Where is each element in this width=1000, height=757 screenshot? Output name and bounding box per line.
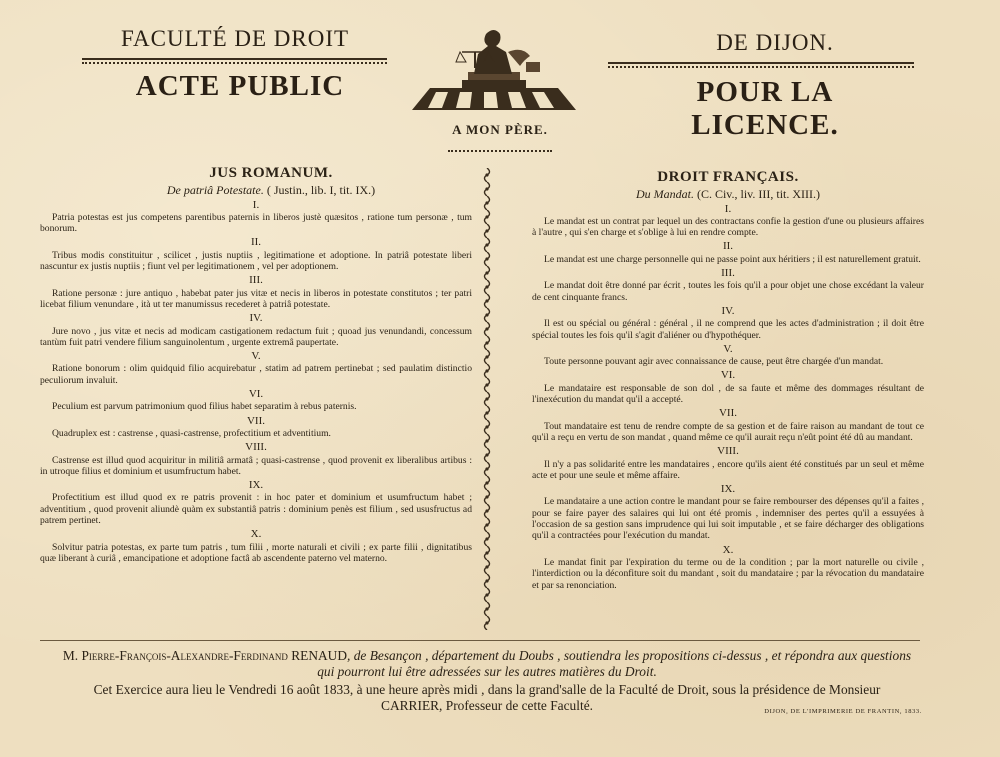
french-law-subtitle-italic: Du Mandat. bbox=[635, 187, 694, 202]
left-section-number: X. bbox=[250, 528, 262, 541]
left-section-number: VII. bbox=[246, 414, 266, 427]
right-section-text: Le mandat doit être donné par écrit , toutes les fois qu'il a pour objet une chose excédant la valeur de cent cinquante francs. bbox=[532, 280, 924, 303]
right-section-number: VIII. bbox=[717, 445, 739, 458]
roman-law-title: JUS ROMANUM. bbox=[209, 165, 333, 181]
footer-rule bbox=[40, 640, 920, 641]
right-section-number: III. bbox=[721, 267, 735, 280]
licence-title: POUR LA LICENCE. bbox=[691, 76, 839, 141]
city-heading: DE DIJON. bbox=[716, 30, 834, 55]
right-section-number: IX. bbox=[720, 483, 736, 496]
left-section-number: IX. bbox=[248, 479, 264, 492]
ornamental-divider bbox=[480, 168, 494, 630]
french-law-title: DROIT FRANÇAIS. bbox=[657, 169, 799, 185]
left-section-text: Profectitium est illud quod ex re patris provenit : in hoc pater et dominium et usumfructum habet ; adventitium , quod provenit aliundè quàm ex substantiâ patris : dominium penès est filium , sed ususfructus ad patrem pertinet. bbox=[40, 492, 472, 527]
exercise-date-line: Cet Exercice aura lieu le Vendredi 16 août 1833, à une heure après midi , dans la grand'salle de la Faculté de Droit, sous la présidence de Monsieur CARRIER, Professeur de cette Faculté. bbox=[93, 682, 881, 713]
left-section-number: II. bbox=[250, 236, 262, 249]
candidate-prefix: M. bbox=[62, 648, 82, 663]
left-section-text: Ratione bonorum : olim quidquid filio acquirebatur , statim ad patrem pertinebat ; sed paulatim distinctio peculiorum invaluit. bbox=[40, 363, 472, 386]
right-section-number: VI. bbox=[720, 369, 736, 382]
candidate-text: , de Besançon , département du Doubs , soutiendra les propositions ci-dessus , et répondra aux questions qui pourront lui être adressées sur les autres matières du Droit. bbox=[317, 648, 912, 679]
printer-imprint: DIJON, DE L'IMPRIMERIE DE FRANTIN, 1833. bbox=[764, 708, 922, 715]
candidate-name: Pierre-François-Alexandre-Ferdinand bbox=[81, 648, 288, 663]
left-section-number: VIII. bbox=[245, 441, 267, 454]
right-section-number: X. bbox=[722, 543, 734, 556]
french-law-column bbox=[532, 168, 924, 594]
left-section-number: I. bbox=[252, 198, 260, 211]
right-section-text: Le mandataire est responsable de son dol , de sa faute et même des dommages résultant de l'inexécution du mandat qu'il a accepté. bbox=[532, 382, 924, 406]
left-section-number: IV. bbox=[249, 312, 263, 325]
roman-law-subtitle-italic: De patriâ Potestate. bbox=[166, 183, 264, 198]
faculty-heading: FACULTÉ DE DROIT bbox=[120, 26, 350, 51]
left-section-number: III. bbox=[249, 274, 263, 287]
left-section-text: Jure novo , jus vitæ et necis ad modicam castigationem redactum fuit ; quoad jus venundandi, concessum tantùm fuit patri vendere filium sanguinolentum , urgente extremâ paupertate. bbox=[40, 325, 472, 348]
roman-law-column bbox=[40, 165, 472, 567]
right-section-text: Tout mandataire est tenu de rendre compte de sa gestion et de faire raison au mandant de tout ce qu'il a reçu en vertu de son mandat , quand même ce qu'il aurait reçu n'eût point été dû au mandant. bbox=[532, 420, 924, 443]
right-section-number: VII. bbox=[718, 407, 738, 420]
french-law-subtitle bbox=[532, 189, 924, 200]
rule-right-top bbox=[608, 62, 914, 64]
roman-law-sections bbox=[40, 200, 472, 565]
right-section-text: Le mandat finit par l'expiration du terme ou de la condition ; par la mort naturelle ou civile , l'interdiction ou la déconfiture soit du mandant , soit du mandataire ; par la révocation du mandataire et par sa renonciation. bbox=[532, 556, 924, 591]
left-section-number: V. bbox=[251, 350, 261, 363]
rule-right-dots bbox=[608, 66, 914, 68]
rule-left-top bbox=[82, 58, 387, 60]
left-section-text: Ratione personæ : jure antiquo , habebat pater jus vitæ et necis in liberos in potestate constitutos ; ter patri licebat filium venundare , ità ut ter manumissus recederet à patriâ potestate. bbox=[40, 287, 472, 310]
roman-law-subtitle-rest: ( Justin., lib. I, tit. IX.) bbox=[263, 183, 376, 198]
candidate-statement bbox=[62, 648, 912, 680]
french-law-subtitle-rest: (C. Civ., liv. III, tit. XIII.) bbox=[693, 187, 821, 202]
right-section-text: Toute personne pouvant agir avec connaissance de cause, peut être chargée d'un mandat. bbox=[544, 356, 884, 368]
left-section-number: VI. bbox=[248, 388, 264, 401]
left-section-text: Tribus modis constituitur , scilicet , justis nuptiis , legitimatione et adoptione. In patriâ potestate liberi nascuntur ex justis nuptiis ; fiunt vel per legitimationem , vel per adoptionem. bbox=[40, 249, 472, 273]
justice-emblem-icon bbox=[408, 22, 580, 114]
left-section-text: Peculium est parvum patrimonium quod filius habet separatim à rebus paternis. bbox=[52, 401, 357, 413]
left-section-text: Solvitur patria potestas, ex parte tum patris , tum filii , morte naturali et civili ; ex parte filii , dignitatibus quæ liberant à curiâ , emancipatione et adoptione factâ ab ascendente paterno vel materno. bbox=[40, 541, 472, 564]
right-section-text: Il n'y a pas solidarité entre les mandataires , encore qu'ils aient été constitués par un seul et même acte et pour une seule et même affaire. bbox=[532, 458, 924, 481]
left-section-text: Quadruplex est : castrense , quasi-castrense, profectitium et adventitium. bbox=[52, 427, 331, 439]
right-section-text: Il est ou spécial ou général : général , il ne comprend que les actes d'administration ; il doit être spécial toutes les fois qu'il s'agit d'aliéner ou d'hypothéquer. bbox=[532, 318, 924, 341]
acte-public-title: ACTE PUBLIC bbox=[135, 70, 345, 102]
right-section-number: II. bbox=[722, 240, 734, 253]
right-section-number: IV. bbox=[721, 304, 735, 317]
rule-left-dots bbox=[82, 62, 387, 64]
left-section-text: Castrense est illud quod acquiritur in militiâ armatâ ; quasi-castrense , quod provenit ex liberalibus artibus : in utroque filius et dominium et usumfructum habet. bbox=[40, 454, 472, 477]
dedication: A MON PÈRE. bbox=[452, 122, 548, 137]
right-section-text: Le mandat est une charge personnelle qui ne passe point aux héritiers ; il est naturellement gratuit. bbox=[544, 253, 921, 265]
french-law-sections bbox=[532, 204, 924, 591]
right-section-number: I. bbox=[724, 202, 732, 215]
roman-law-subtitle bbox=[40, 185, 472, 196]
right-section-text: Le mandataire a une action contre le mandant pour se faire rembourser des dépenses qu'il a faites , pour se faire payer des salaires qui lui ont été promis , indemniser des pertes qu'il a essuyées à l'occasion de sa gestion sans imprudence qui lui soit imputable , et se faire décharger des obligations qu'il a contractées pour l'exécution du mandat. bbox=[532, 496, 924, 542]
candidate-surname: RENAUD bbox=[287, 648, 348, 663]
left-section-text: Patria potestas est jus competens parentibus paternis in liberos justè quæsitos , ratione tum personæ , tum bonorum. bbox=[40, 211, 472, 235]
right-section-text: Le mandat est un contrat par lequel un des contractans confie la gestion d'une ou plusieurs affaires à l'autre , qui s'en charge et s'oblige à lui en rendre compte. bbox=[532, 215, 924, 239]
right-section-number: V. bbox=[723, 342, 733, 355]
dedication-rule bbox=[448, 150, 552, 152]
